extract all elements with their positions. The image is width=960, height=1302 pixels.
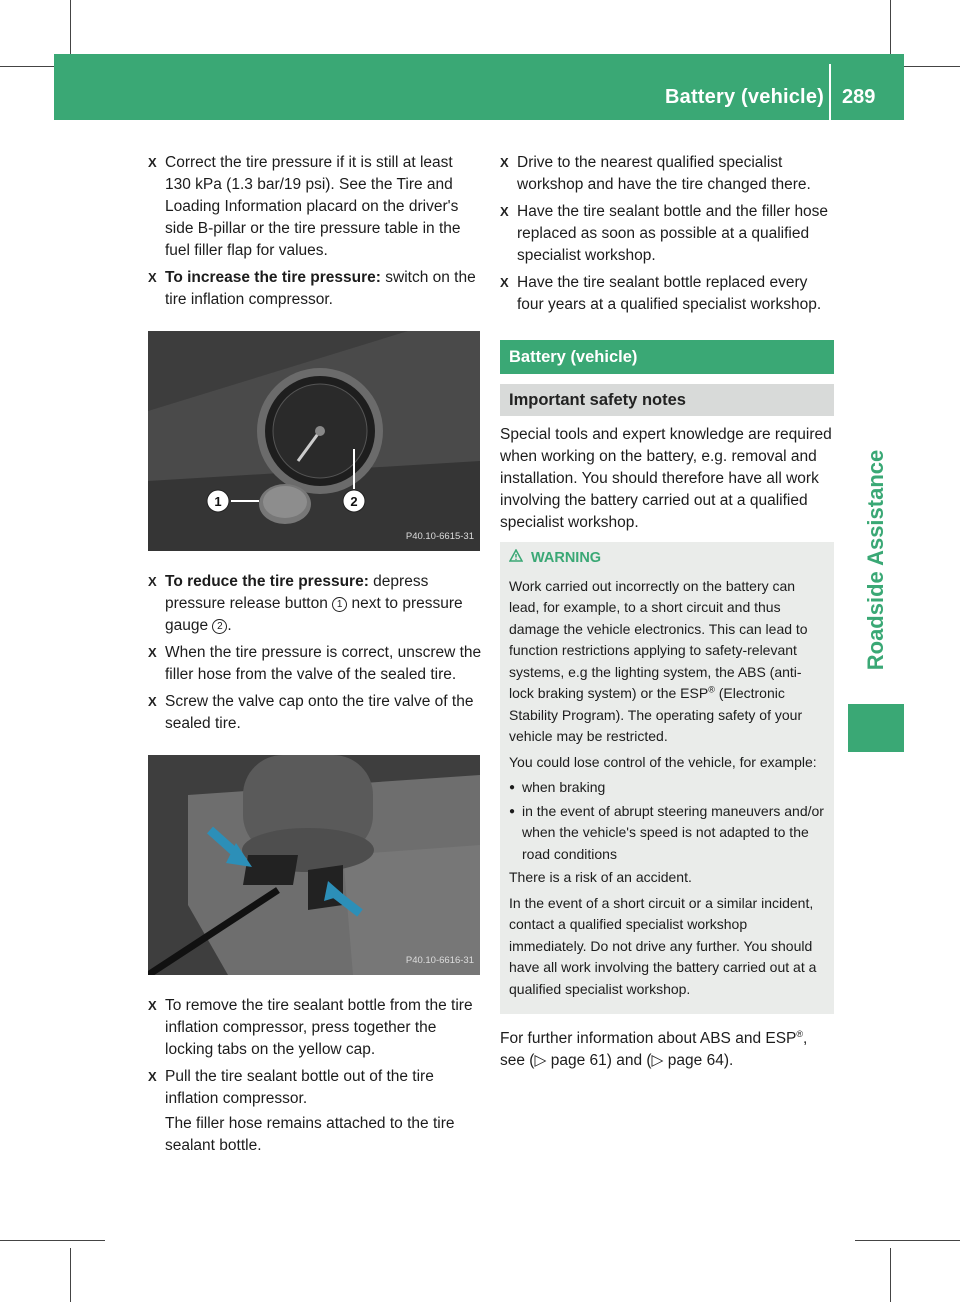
step-arrow-icon: X [148, 998, 157, 1013]
step-arrow-icon: X [148, 155, 157, 170]
figure-code: P40.10-6615-31 [405, 531, 474, 542]
section-heading: Battery (vehicle) [500, 340, 834, 374]
warning-text: You could lose control of the vehicle, for example: [509, 753, 817, 770]
warning-bullet: ● when braking [509, 777, 825, 799]
callout-2: 2 [350, 494, 358, 509]
subsection-heading: Important safety notes [500, 384, 834, 416]
compressor-gauge-figure [148, 331, 480, 551]
warning-box [500, 542, 834, 1014]
sealant-bottle-figure [148, 755, 480, 975]
instruction-step: X When the tire pressure is correct, unscrew the filler hose from the valve of the sealed tire. [148, 644, 482, 683]
page-ref-arrow-icon: ▷ [651, 1052, 664, 1069]
warning-text: Work carried out incorrectly on the battery can lead, for example, to a short circuit and thus damage the vehicle electronics. This can lead to function restrictions applying to safety-relevant systems, e.g the lighting system, the ABS (anti-lock braking system) or the ESP® (Electronic Stability Program). The operating safety of your vehicle may be restricted. [509, 577, 808, 744]
chapter-tab-marker [848, 704, 904, 752]
step-arrow-icon: X [148, 645, 157, 660]
crop-mark [70, 1248, 71, 1302]
crop-mark [890, 0, 891, 58]
sealant-bottle-illustration [148, 755, 480, 975]
compressor-gauge-illustration [148, 331, 480, 551]
instruction-step: X Screw the valve cap onto the tire valve of the sealed tire. [148, 693, 474, 732]
step-arrow-icon: X [148, 574, 157, 589]
step-arrow-icon: X [148, 270, 157, 285]
crop-mark [0, 1240, 105, 1241]
chapter-tab-label: Roadside Assistance [863, 449, 888, 671]
page-ref-link[interactable]: page 64 [667, 1052, 724, 1069]
header-separator [829, 64, 831, 120]
callout-ref: 2 [212, 619, 227, 634]
step-arrow-icon: X [500, 204, 509, 219]
step-arrow-icon: X [148, 1069, 157, 1084]
crop-mark [70, 0, 71, 58]
instruction-step: X Correct the tire pressure if it is still at least 130 kPa (1.3 bar/19 psi). See the Tire and Loading Information placard on the driver's side B-pillar or the tire pressure table in the fuel filler flap for values. [148, 154, 461, 259]
crop-mark [890, 1248, 891, 1302]
callout-ref: 1 [332, 597, 347, 612]
step-note: The filler hose remains attached to the tire sealant bottle. [165, 1115, 455, 1154]
warning-text: There is a risk of an accident. [509, 869, 692, 885]
callout-1: 1 [214, 494, 222, 509]
figure-code: P40.10-6616-31 [405, 955, 474, 966]
page-ref-link[interactable]: page 61 [550, 1052, 607, 1069]
step-arrow-icon: X [500, 275, 509, 290]
crop-mark [855, 1240, 960, 1241]
instruction-step: X To increase the tire pressure: switch on the tire inflation compressor. [148, 269, 476, 308]
instruction-step: X Pull the tire sealant bottle out of the tire inflation compressor. [148, 1068, 434, 1107]
warning-heading: WARNING [509, 548, 825, 570]
instruction-step: X Drive to the nearest qualified specialist workshop and have the tire changed there. [500, 154, 811, 193]
warning-triangle-icon [509, 548, 523, 570]
page-title: Battery (vehicle) [664, 86, 824, 108]
warning-bullet: ● in the event of abrupt steering maneuvers and/or when the vehicle's speed is not adapted to the road conditions [509, 801, 825, 866]
right-column [500, 152, 834, 1080]
page-number: 289 [842, 86, 876, 108]
further-info: For further information about ABS and ESP®, see (▷ page 61) and (▷ page 64). [500, 1028, 808, 1069]
instruction-step: X To reduce the tire pressure: depress pressure release button 1 next to pressure gauge 2 . [148, 573, 463, 634]
left-column [148, 152, 482, 1162]
instruction-step: X Have the tire sealant bottle replaced every four years at a qualified specialist workshop. [500, 274, 822, 313]
warning-text: In the event of a short circuit or a similar incident, contact a qualified specialist workshop immediately. Do not drive any further. You should have all work involving the battery carried out at a qualified specialist workshop. [509, 894, 817, 997]
intro-paragraph: Special tools and expert knowledge are required when working on the battery, e.g. removal and installation. You should therefore have all work involving the battery carried out at a qualified specialist workshop. [500, 426, 832, 531]
page-ref-arrow-icon: ▷ [534, 1052, 547, 1069]
instruction-step: X To remove the tire sealant bottle from the tire inflation compressor, press together the locking tabs on the yellow cap. [148, 997, 473, 1058]
step-arrow-icon: X [148, 694, 157, 709]
instruction-step: X Have the tire sealant bottle and the filler hose replaced as soon as possible at a qualified specialist workshop. [500, 203, 829, 264]
step-arrow-icon: X [500, 155, 509, 170]
